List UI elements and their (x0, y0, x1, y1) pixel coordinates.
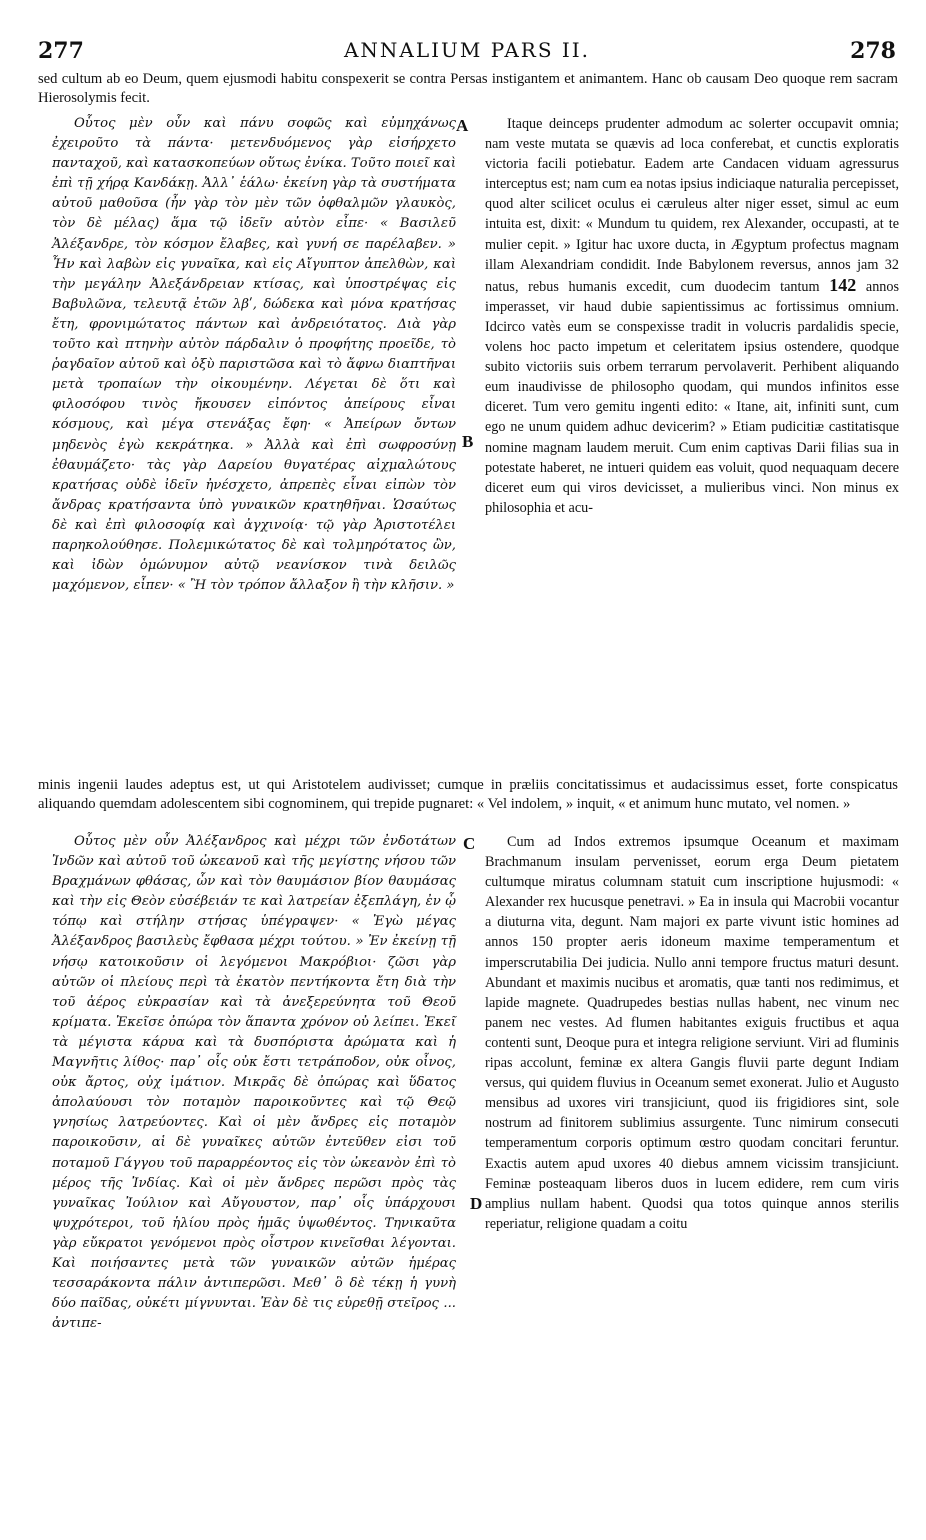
greek-column-section-1 (52, 114, 456, 596)
continued-latin-text: sed cultum ab eo Deum, quem ejusmodi habitu conspexerit se contra Persas instigantem et animantem. Hanc ob causam Deo quoque rem sacram Hierosolymis fecit. (38, 71, 898, 107)
page-header (38, 38, 896, 68)
latin-text-before-ref: Itaque deinceps prudenter admodum ac solerter occupavit omnia; nam veste mutata se quævis ad loca conferebat, et cunctis exploratis victoria facili potiebatur. Eadem arte Candacen viduam agressurus interceptus est; nam cum ea notas ipsius indiciaque naturalia percepisset, quod alter scilicet oculus ei cæruleus alter niger esset, simul ac eum intuita est, dixit: « Mundum tu quidem, rex Alexander, occupasti, at te mulier cepit. » Igitur hac uxore ducta, in Ægyptum profectus magnam illam Alexandriam condidit. Inde Babylonem reversus, annos jam 32 natus, rebus humanis excedit, cum duodecim tantum (485, 116, 899, 295)
latin-column-section-1 (485, 114, 899, 518)
latin-paragraph (485, 114, 899, 518)
greek-paragraph: Οὗτος μὲν οὖν καὶ πάνυ σοφῶς καὶ εὐμηχάνως ἐχειροῦτο τὰ πάντα· μετενδυόμενος γὰρ εἰσήρχετο πανταχοῦ, καὶ κατασκοπεύων οὕτως ἐνίκα. Τοῦτο ποιεῖ καὶ ἐπὶ τῇ χήρᾳ Κανδάκῃ. Ἀλλ᾽ ἑάλω· ἐκείνη γὰρ τὰ συστήματα αὐτοῦ μαθοῦσα (ἦν γὰρ τὸν μὲν τῶν ὀφθαλμῶν γλαυκὸς, τὸν δὲ μέλας) ἅμα τῷ ἰδεῖν αὐτὸν εἶπε· « Βασιλεῦ Ἀλέξανδρε, τὸν κόσμον ἔλαβες, καὶ γυνή σε παρέλαβεν. » Ἦν καὶ λαβὼν εἰς γυναῖκα, καὶ εἰς Αἴγυπτον ἀπελθὼν, καὶ τὴν μεγάλην Ἀλεξάνδρειαν κτίσας, καὶ ὑποστρέψας εἰς Βαβυλῶνα, τελευτᾷ ἐτῶν λβʹ, δώδεκα καὶ μόνα κρατήσας ἔτη, φρονιμώτατος πάντων καὶ ἀνδρειότατος. Διὰ γὰρ τοῦτο καὶ πτηνὴν αὐτὸν πάρδαλιν ὁ προφήτης προεῖδε, τὸ ῥαγδαῖον αὐτοῦ καὶ ὀξὺ παριστῶσα καὶ τὸ ἄφνω διαπτῆναι μετὰ τροπαίων τὴν οἰκουμένην. Λέγεται δὲ ὅτι καὶ φιλοσόφου τινὸς ἤκουσεν εἰπόντος ἀπείρους εἶναι κόσμους, καὶ μέγα στενάξας ἔφη· « Ἀπείρων ὄντων μηδενὸς ἐγὼ κεκράτηκα. » Ἀλλὰ καὶ ἐπὶ σωφροσύνῃ ἐθαυμάζετο· τὰς γὰρ Δαρείου θυγατέρας αἰχμαλώτους κρατήσας οὐδὲ ἰδεῖν ἠνέσχετο, ἀπρεπὲς εἶναι εἰπὼν τὸν ἄνδρας κρατήσαντα ὑπὸ γυναικῶν κρατηθῆναι. Ὡσαύτως δὲ καὶ ἐπὶ φιλοσοφίᾳ καὶ ἀγχινοίᾳ· τῷ γὰρ Ἀριστοτέλει παρηκολούθησε. Πολεμικώτατος δὲ καὶ τολμηρότατος ὢν, καὶ ἰδὼν ὁμώνυμον αὐτῷ νεανίσκον τινὰ δειλῶς μαχόμενον, εἶπεν· « Ἢ τὸν τρόπον ἄλλαξον ἢ τὴν κλῆσιν. » (52, 116, 457, 594)
spanning-latin-text: minis ingenii laudes adeptus est, ut qui Aristotelem audivisset; cumque in præliis concitatissimus et audacissimus esset, forte conspicatus aliquandо quemdam adolescentem sibi cognominem, qui trepide pugnaret: « Vel indolem, » inquit, « et animum hunc mutato, vel nomen. » (38, 777, 898, 813)
greek-column-section-2 (52, 832, 456, 1334)
latin-text-after-ref: annos imperasset, vir haud dubie sapientissimus ac fortissimus omnium. Idcirco vatès eum se conspexisse tradit in volucris pardalidis specie, volens hoc pacto impetum et celeritatem ipsius ostendere, quodque subito victoriis suis orbem terrarum pervolaverit. Perhibent aliquando eum inaudivisse de philosopho quodam, qui mundos infinitos esse diceret. Tum vero gemitu ingenti edito: « Itane, ait, infiniti sunt, cum ego ne unum quidem adhuc devicerim? » Etiam pudicitiæ castitatisque nomine magnam laudem meruit. Cum enim captivas Darii filias sua in potestate haberet, ne intueri quidem eas voluit, quod nequaquam decere diceret eum qui viros devicisset, a mulieribus vinci. Non minus ex philosophia et acu- (485, 278, 900, 516)
latin-paragraph: Cum ad Indos extremos ipsumque Oceanum et maximam Brachmanum insulam pervenisset, eorum erga Deum pietatem cultumque miratus columnam statuit cum inscriptione hujusmodi: « Alexander rex hucusque penetravi. » Ea in insula qui Macrobii vocantur a diuturna vita, degunt. Nam majori ex parte vivunt istic homines ad annos 150 propter aeris idoneum maxime temperamentum et imperscrutabilia Dei judicia. Nullo anni tempore fructus maturi desunt. Abundant et maximis nucibus et aromatis, quæ tanti nos redimimus, et lapide magnete. Quadrupedes bestias nullas habent, nec vinum nec panem nec vestes. Ad flumen habitantes exiguis fructibus et aqua contenti sunt, Deoque pura et integra religione serviunt. Viri ad fluminis ripas accolunt, feminæ ex altera Gangis fluvii parte degunt Indiam versus, qui quidem fluvius in Oceanum semet exonerat. Julio et Augusto mensibus ad uxores viri transjiciunt, quod iis frigidiores sint, sole nostrum ad finitorem sublimius assurgente. Tunc nimirum consecuti temperamentum corporis optimum œstro quodam concitari feruntur. Exactis autem apud uxores 40 diebus amnem vicissim transjiciunt. Feminæ posteaquam liberos duos in lucem edidere, rem cum viris amplius nullam habent. Quodsi qua totos quinque annos sterilis reperiatur, religione quadam a coitu (485, 834, 899, 1232)
greek-paragraph: Οὗτος μὲν οὖν Ἀλέξανδρος καὶ μέχρι τῶν ἐνδοτάτων Ἰνδῶν καὶ αὐτοῦ τοῦ ὠκεανοῦ καὶ τῆς μεγίστης νήσου τῶν Βραχμάνων φθάσας, ὧν καὶ τὸν θαυμάσιον βίον θαυμάσας καὶ τὴν εἰς Θεὸν εὐσέβειάν τε καὶ λατρείαν ἐξεπλάγη, ἐν ᾧ τόπῳ καὶ στήλην στήσας ὑπέγραψεν· « Ἐγὼ μέγας Ἀλέξανδρος βασιλεὺς ἔφθασα μέχρι τούτου. » Ἐν ἐκείνῃ τῇ νήσῳ κατοικοῦσιν οἱ λεγόμενοι Μακρόβιοι· ζῶσι γὰρ αὐτῶν οἱ πλείους περὶ τὰ ἑκατὸν πεντήκοντα ἔτη διὰ τὴν τοῦ ἀέρος εὐκρασίαν καὶ τὰ ἀνεξερεύνητα τοῦ Θεοῦ κρίματα. Ἐκεῖσε ὀπώρα τὸν ἅπαντα χρόνον οὐ λείπει. Ἐκεῖ τὰ μέγιστα κάρυα καὶ τὰ δυσπόριστα ἀρώματα καὶ ἡ Μαγνῆτις λίθος· παρ᾽ οἷς οὐκ ἔστι τετράποδον, οὐκ οἶνος, οὐκ ἄρτος, οὐχ ἱμάτιον. Μικρᾶς δὲ ὀπώρας καὶ ὕδατος ἀπολαύουσι τὸν ποταμὸν παροικοῦντες καὶ τῷ Θεῷ γνησίως λατρεύοντες. Καὶ οἱ μὲν ἄνδρες εἰς ποταμὸν παροικοῦσιν, αἱ δὲ γυναῖκες αὐτῶν ἐντεῦθεν εἰσι τοῦ ποταμοῦ Γάγγου τοῦ παραρρέοντος εἰς τὸν ὠκεανὸν ἐπὶ τὸ μέρος τῆς Ἰνδίας. Καὶ οἱ μὲν ἄνδρες περῶσι πρὸς τὰς γυναῖκας Ἰούλιον καὶ Αὔγουστον, παρ᾽ οἷς ὑπάρχουσι ψυχρότεροι, τοῦ ἡλίου πρὸς ἡμᾶς ὑψωθέντος. Τηνικαῦτα γὰρ εὔκρατοι γενόμενοι πρὸς οἶστρον κινεῖσθαι λέγονται. Καὶ ποιήσαντες μετὰ τῶν γυναικῶν αὐτῶν ἡμέρας τεσσαράκοντα πάλιν ἀντιπερῶσι. Μεθ᾽ ὃ δὲ τέκῃ ἡ γυνὴ δύο παῖδας, οὐκέτι μίγνυνται. Ἐὰν δὲ τις εὑρεθῇ στεῖρος ... ἀντιπε- (52, 834, 456, 1332)
page-number-left: 277 (38, 38, 84, 64)
page-number-right: 278 (850, 38, 896, 64)
section-marker-c: C (463, 834, 476, 853)
section-marker-b: B (462, 432, 474, 451)
section-marker-d: D (470, 1194, 483, 1213)
running-title: ANNALIUM PARS II. (343, 38, 591, 62)
reference-number: 142 (829, 274, 857, 295)
section-marker-a: A (456, 116, 469, 135)
latin-column-section-2 (485, 832, 899, 1234)
